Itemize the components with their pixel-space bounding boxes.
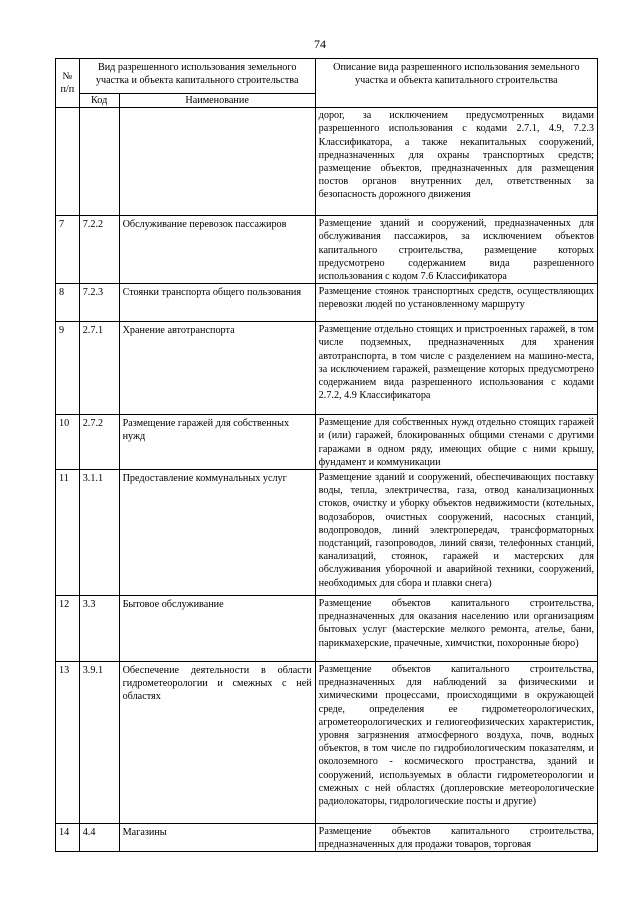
- header-use-type: Вид разрешенного использования земельного участка и объекта капитального строительства: [79, 59, 315, 94]
- header-code: Код: [79, 94, 119, 108]
- row-name: Бытовое обслуживание: [119, 596, 315, 662]
- table-row: [56, 284, 598, 322]
- row-name: Стоянки транспорта общего пользования: [119, 284, 315, 322]
- row-name: Магазины: [119, 824, 315, 852]
- row-name: [119, 108, 315, 216]
- row-code: 3.9.1: [79, 662, 119, 824]
- row-code: 2.7.2: [79, 415, 119, 470]
- row-number: 9: [56, 322, 80, 415]
- row-number: 13: [56, 662, 80, 824]
- table-row: [56, 216, 598, 284]
- row-name: Обслуживание перевозок пассажиров: [119, 216, 315, 284]
- header-description: Описание вида разрешенного использования земельного участка и объекта капитального строительства: [315, 59, 597, 108]
- row-name: Хранение автотранспорта: [119, 322, 315, 415]
- row-number: 14: [56, 824, 80, 852]
- table-row: [56, 662, 598, 824]
- row-description: Размещение для собственных нужд отдельно стоящих гаражей и (или) гаражей, блокированных общими стенами с другими гаражами в одном ряду, имеющих общие с ними крышу, фундамент и коммуникации: [315, 415, 597, 470]
- row-number: 10: [56, 415, 80, 470]
- row-code: 3.1.1: [79, 470, 119, 596]
- table-row: [56, 470, 598, 596]
- row-description: Размещение зданий и сооружений, предназначенных для обслуживания пассажиров, за исключением объектов капитального строительства, размещение которых предусмотрено содержанием вида разрешенного использования с кодом 7.6 Классификатора: [315, 216, 597, 284]
- row-number: [56, 108, 80, 216]
- header-row: [56, 59, 598, 94]
- table-row: [56, 108, 598, 216]
- row-description: Размещение отдельно стоящих и пристроенных гаражей, в том числе подземных, предназначенных для хранения автотранспорта, в том числе с разделением на машино-места, за исключением гаражей, размещение которых предусмотрено содержанием вида разрешенного использования с кодами 2.7.2, 4.9 Классификатора: [315, 322, 597, 415]
- row-number: 12: [56, 596, 80, 662]
- row-name: Размещение гаражей для собственных нужд: [119, 415, 315, 470]
- permitted-use-table: [55, 58, 598, 852]
- table-row: [56, 596, 598, 662]
- row-number: 11: [56, 470, 80, 596]
- table-row: [56, 322, 598, 415]
- row-code: 4.4: [79, 824, 119, 852]
- row-code: [79, 108, 119, 216]
- table-row: [56, 824, 598, 852]
- row-name: Предоставление коммунальных услуг: [119, 470, 315, 596]
- page-number: 74: [314, 37, 326, 51]
- row-code: 2.7.1: [79, 322, 119, 415]
- row-number: 8: [56, 284, 80, 322]
- row-description: дорог, за исключением предусмотренных видами разрешенного использования с кодами 2.7.1, 4.9, 7.2.3 Классификатора, а также некапитальных сооружений, предназначенных для охраны транспортных средств; размещение объектов, предназначенных для размещения постов органов внутренних дел, ответственных за безопасность дорожного движения: [315, 108, 597, 216]
- row-description: Размещение объектов капитального строительства, предназначенных для продажи товаров, торговая: [315, 824, 597, 852]
- row-description: Размещение стоянок транспортных средств, осуществляющих перевозки людей по установленному маршруту: [315, 284, 597, 322]
- header-name: Наименование: [119, 94, 315, 108]
- table-row: [56, 415, 598, 470]
- row-description: Размещение объектов капитального строительства, предназначенных для оказания населению или организациям бытовых услуг (мастерские мелкого ремонта, ателье, бани, парикмахерские, прачечные, химчистки, похоронные бюро): [315, 596, 597, 662]
- row-number: 7: [56, 216, 80, 284]
- row-code: 7.2.3: [79, 284, 119, 322]
- row-code: 7.2.2: [79, 216, 119, 284]
- row-code: 3.3: [79, 596, 119, 662]
- row-description: Размещение зданий и сооружений, обеспечивающих поставку воды, тепла, электричества, газа, отвод канализационных стоков, очистку и уборку объектов недвижимости (котельных, водозаборов, очистных сооружений, насосных станций, водопроводов, линий электропередач, трансформаторных подстанций, газопроводов, линий связи, телефонных станций, канализаций, стоянок, гаражей и мастерских для обслуживания уборочной и аварийной техники, сооружений, необходимых для сбора и плавки снега): [315, 470, 597, 596]
- row-name: Обеспечение деятельности в области гидрометеорологии и смежных с ней областях: [119, 662, 315, 824]
- row-description: Размещение объектов капитального строительства, предназначенных для наблюдений за физическими и химическими процессами, происходящими в окружающей среде, определения ее гидрометеорологических, агрометеорологических и гелиогеофизических характеристик, уровня загрязнения атмосферного воздуха, почв, водных объектов, в том числе по гидробиологическим показателям, и околоземного - космического пространства, зданий и сооружений, используемых в области гидрометеорологии и смежных с ней областях (доплеровские метеорологические радиолокаторы, гидрологические посты и другие): [315, 662, 597, 824]
- header-num: № п/п: [56, 59, 80, 108]
